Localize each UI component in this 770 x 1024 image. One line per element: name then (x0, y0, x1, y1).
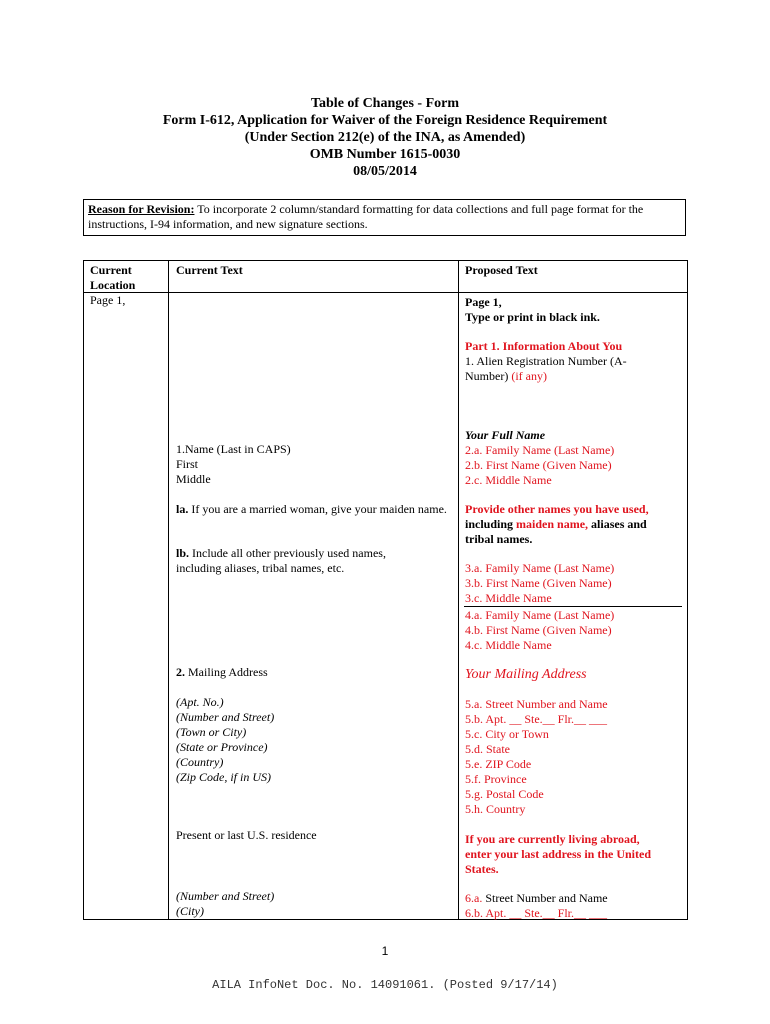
reason-label: Reason for Revision: (88, 202, 195, 216)
title-line-2: Form I-612, Application for Waiver of the Foreign Residence Requirement (162, 113, 608, 128)
item-2-number: 2. (176, 665, 185, 679)
other-names-aliases: aliases and (588, 517, 647, 531)
current-other-names (176, 546, 416, 576)
proposed-6b: 6.b. Apt. __ Ste.__ Flr.__ ___ (465, 906, 608, 920)
reason-text: To incorporate 2 column/standard formatting for data collections and full page format for the instructions, I-94 information, and new signature sections. (88, 202, 644, 231)
footer-citation: AILA InfoNet Doc. No. 14091061. (Posted 9/17/14) (212, 978, 558, 992)
name-set-separator (464, 606, 682, 607)
proposed-mailing-heading: Your Mailing Address (465, 667, 587, 682)
title-line-1: Table of Changes - Form (310, 96, 460, 111)
proposed-2c: 2.c. Middle Name (465, 473, 552, 487)
current-name-first: First (176, 457, 199, 471)
proposed-3b: 3.b. First Name (Given Name) (465, 576, 612, 590)
current-zip: (Zip Code, if in US) (176, 770, 271, 784)
proposed-5c: 5.c. City or Town (465, 727, 549, 741)
proposed-a-number-line1: 1. Alien Registration Number (A- (465, 354, 627, 368)
proposed-5f: 5.f. Province (465, 772, 527, 786)
proposed-5e: 5.e. ZIP Code (465, 757, 532, 771)
item-lb-number: lb. (176, 546, 190, 560)
current-apt: (Apt. No.) (176, 695, 224, 709)
current-present-residence: Present or last U.S. residence (176, 828, 317, 842)
proposed-3a: 3.a. Family Name (Last Name) (465, 561, 615, 575)
current-street: (Number and Street) (176, 710, 275, 724)
current-name-label: 1.Name (Last in CAPS) (176, 442, 291, 456)
item-la-number: la. (176, 502, 189, 516)
proposed-5a: 5.a. Street Number and Name (465, 697, 608, 711)
proposed-full-name-heading: Your Full Name (465, 428, 546, 442)
current-street-2: (Number and Street) (176, 889, 275, 903)
proposed-2a: 2.a. Family Name (Last Name) (465, 443, 615, 457)
proposed-3c: 3.c. Middle Name (465, 591, 552, 605)
a-number-label: Number) (465, 369, 512, 383)
proposed-abroad-line1: If you are currently living abroad, (465, 832, 640, 846)
proposed-4c: 4.c. Middle Name (465, 638, 552, 652)
document-title (0, 95, 770, 180)
location-cell: Page 1, (90, 293, 126, 307)
proposed-other-names-line2 (465, 517, 647, 532)
current-country: (Country) (176, 755, 224, 769)
title-line-4: OMB Number 1615-0030 (309, 147, 461, 162)
changes-table (83, 260, 688, 920)
proposed-abroad-line2: enter your last address in the United (465, 847, 652, 861)
header-current-location: Current Location (90, 263, 136, 292)
proposed-other-names-line1: Provide other names you have used, (465, 502, 649, 516)
item-2-text: Mailing Address (185, 665, 268, 679)
current-name-middle: Middle (176, 472, 211, 486)
page-number: 1 (381, 944, 389, 958)
current-mailing-address (176, 665, 268, 680)
current-town: (Town or City) (176, 725, 247, 739)
proposed-5d: 5.d. State (465, 742, 510, 756)
proposed-5g: 5.g. Postal Code (465, 787, 544, 801)
proposed-abroad-line3: States. (465, 862, 499, 876)
reason-for-revision (83, 199, 686, 236)
proposed-4b: 4.b. First Name (Given Name) (465, 623, 612, 637)
column-divider-2 (458, 261, 459, 919)
item-la-text: If you are a married woman, give your maiden name. (188, 502, 447, 516)
proposed-4a: 4.a. Family Name (Last Name) (465, 608, 615, 622)
header-divider (84, 292, 687, 293)
proposed-page: Page 1, (465, 295, 502, 309)
proposed-a-number-line2 (465, 369, 547, 384)
proposed-ink-instruction: Type or print in black ink. (465, 310, 600, 324)
proposed-5b: 5.b. Apt. __ Ste.__ Flr.__ ___ (465, 712, 608, 726)
other-names-including: including (465, 517, 517, 531)
other-names-maiden: maiden name, (516, 517, 589, 531)
proposed-6a (465, 891, 608, 906)
item-lb-text: Include all other previously used names, including aliases, tribal names, etc. (176, 546, 386, 575)
current-state: (State or Province) (176, 740, 268, 754)
proposed-part1-heading: Part 1. Information About You (465, 339, 623, 353)
header-proposed-text: Proposed Text (465, 263, 538, 277)
item-6a-text: Street Number and Name (482, 891, 608, 905)
title-line-3: (Under Section 212(e) of the INA, as Amended) (244, 130, 526, 145)
item-6a-number: 6.a. (465, 891, 483, 905)
current-maiden-name (176, 502, 448, 517)
current-city-2: (City) (176, 904, 204, 918)
column-divider-1 (168, 261, 169, 919)
header-current-text: Current Text (176, 263, 243, 277)
title-line-5: 08/05/2014 (353, 164, 417, 179)
proposed-5h: 5.h. Country (465, 802, 526, 816)
proposed-other-names-line3: tribal names. (465, 532, 533, 546)
proposed-2b: 2.b. First Name (Given Name) (465, 458, 612, 472)
a-number-optional: (if any) (511, 369, 547, 383)
